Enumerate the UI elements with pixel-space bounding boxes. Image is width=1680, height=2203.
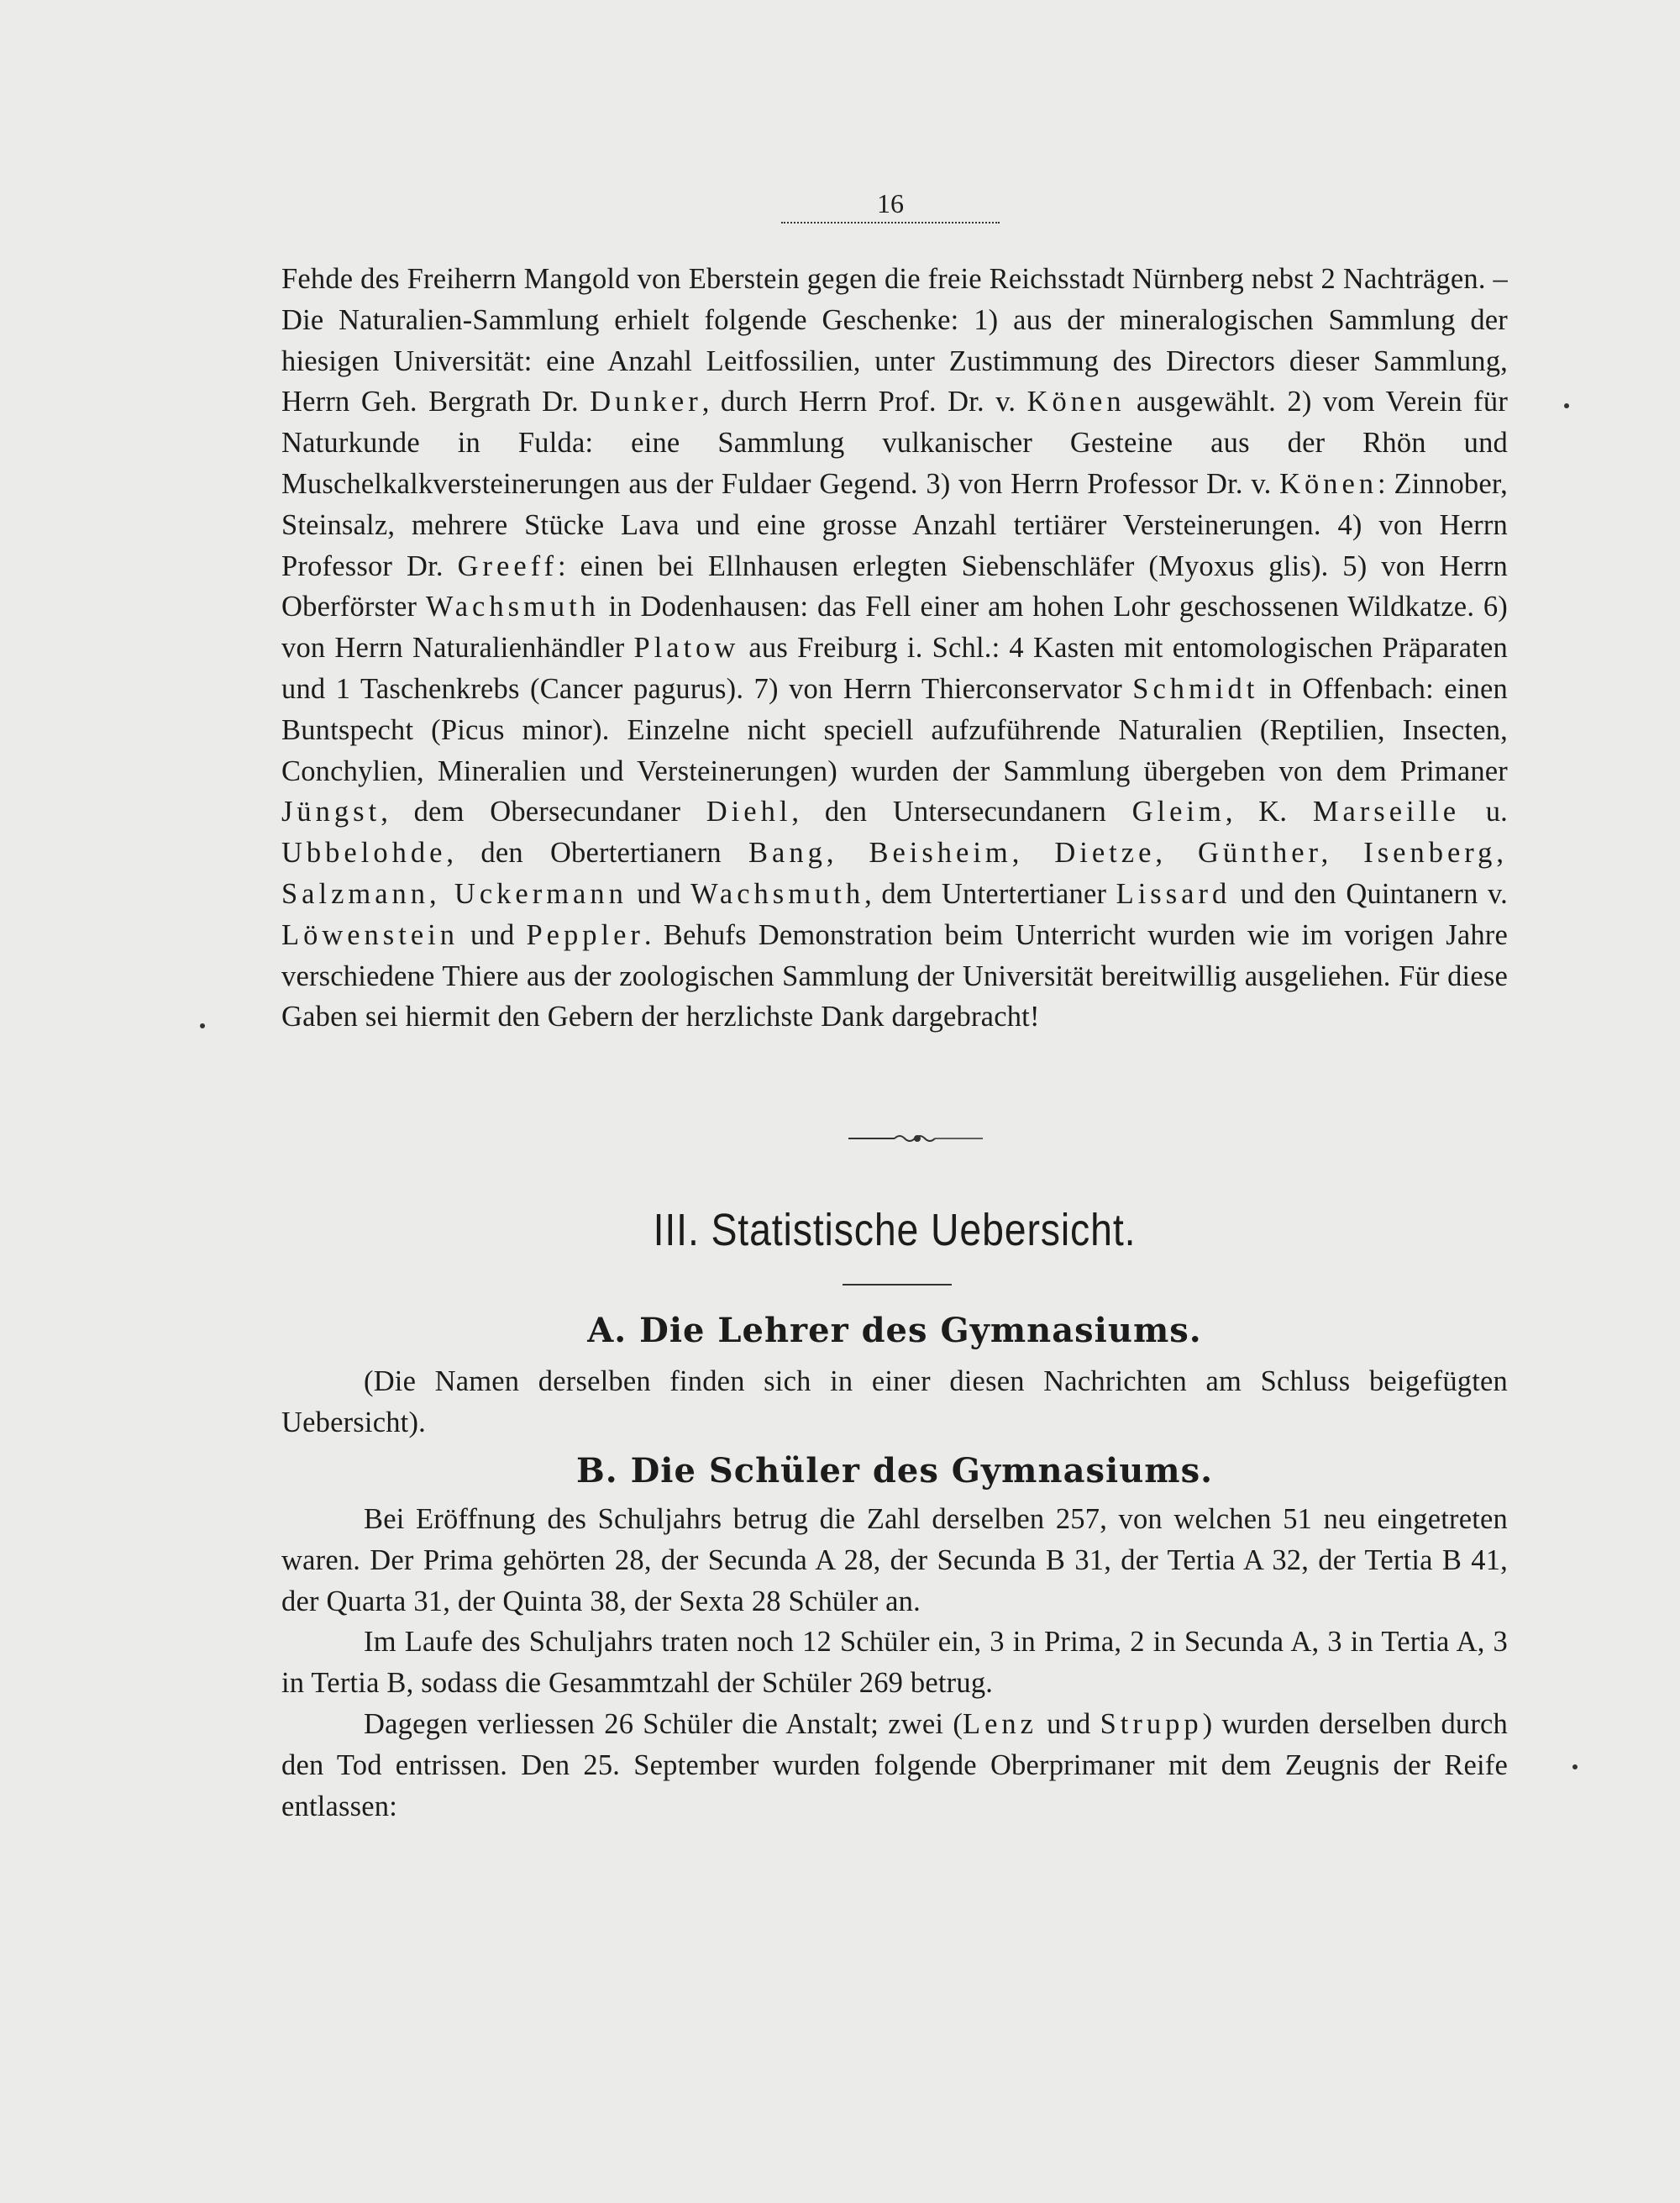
person-name: Könen: [1279, 467, 1378, 500]
text-run: in Offenbach: einen Buntspecht (Picus minor). Einzelne nicht speciell aufzuführende Naturalien (Reptilien, Insecten, Conchylien, Mineralien und Versteinerungen) wurden der Sammlung übergeben von dem Primaner: [281, 672, 1508, 787]
person-name: Marseille: [1312, 796, 1461, 828]
students-paragraph-enrollment: Bei Eröffnung des Schuljahrs betrug die Zahl derselben 257, von welchen 51 neu eingetreten waren. Der Prima gehörten 28, der Secunda A 28, der Secunda B 31, der Tertia A 32, der Tertia B 41, der Quarta 31, der Quinta 38, der Sexta 28 Schüler an.: [281, 1503, 1508, 1617]
collection-paragraph: [281, 259, 1508, 1038]
person-name: Wachsmuth: [690, 877, 865, 910]
margin-speck: [1572, 1764, 1578, 1769]
text-run: Dagegen verliessen 26 Schüler die Anstalt; zwei (: [364, 1707, 963, 1740]
person-name: Strupp: [1100, 1707, 1203, 1740]
margin-speck: [200, 1023, 205, 1028]
text-run: : einen bei Ellnhausen erlegten Siebenschläfer (Myoxus glis). 5) von Herrn Oberförster: [281, 549, 1508, 623]
person-name: Gleim: [1131, 796, 1226, 828]
text-run: ausgewählt. 2) vom Verein für Naturkunde in Fulda: eine Sammlung vulkanischer Gesteine aus der Rhön und Muschelkalkversteinerungen aus der Fuldaer Gegend. 3) von Herrn Professor Dr. v.: [281, 386, 1509, 500]
text-run: . Behufs Demonstration beim Unterricht wurden wie im vorigen Jahre verschiedene Thiere aus der zoologischen Sammlung der Universität bereitwillig ausgeliehen. Für diese Gaben sei hiermit den Gebern der herzlichste Dank dargebracht!: [281, 918, 1509, 1033]
text-run: , durch Herrn Prof. Dr. v.: [701, 386, 1027, 418]
text-run: aus Freiburg i. Schl.: 4 Kasten mit entomologischen Präparaten und 1 Taschenkrebs (Cancer pagurus). 7) von Herrn Thierconservator: [281, 632, 1508, 705]
person-name-list: Bang, Beisheim, Dietze, Günther, Isenberg, Salzmann, Uckermann: [281, 837, 1508, 910]
ornamental-divider: [848, 1129, 983, 1148]
section-title: III. Statistische Uebersicht.: [653, 1205, 1137, 1255]
text-run: u.: [1460, 796, 1508, 828]
person-name: Löwenstein: [281, 918, 459, 951]
teachers-note: [281, 1361, 1508, 1443]
person-name: Peppler: [526, 918, 644, 951]
text-run: , dem Obersecundaner: [381, 796, 706, 828]
text-run: und: [458, 918, 527, 951]
text-run: : Zinnober, Steinsalz, mehrere Stücke Lava und eine grosse Anzahl tertiärer Versteinerungen. 4) von Herrn Professor Dr.: [281, 467, 1508, 582]
person-name: Könen: [1026, 386, 1126, 418]
person-name: Wachsmuth: [425, 591, 600, 623]
person-name: Ubbelohde: [281, 837, 447, 870]
text-run: , den Obertertianern: [446, 837, 749, 870]
collection-report: [281, 259, 1508, 1038]
subsection-heading-students: B. Die Schüler des Gymnasiums.: [575, 1451, 1214, 1491]
text-run: Fehde des Freiherrn Mangold von Eberstein gegen die freie Reichsstadt Nürnberg nebst 2 Nachträgen. ‒ Die Naturalien-Sammlung erhielt folgende Geschenke: 1) aus der mineralogischen Sammlung der hiesigen Universität: eine Anzahl Leitfossilien, unter Zustimmung des Directors dieser Sammlung, Herrn Geh. Bergrath Dr.: [281, 263, 1508, 418]
person-name: Schmidt: [1132, 672, 1259, 705]
subsection-heading-teachers: A. Die Lehrer des Gymnasiums.: [587, 1311, 1202, 1350]
text-run: und: [1037, 1707, 1100, 1740]
title-rule: [843, 1284, 952, 1286]
text-run: , den Untersecundanern: [791, 796, 1132, 828]
person-name: Platow: [633, 632, 740, 665]
person-name: Lissard: [1116, 877, 1231, 910]
text-run: und den Quintanern v.: [1231, 877, 1509, 910]
text-run: , K.: [1225, 796, 1313, 828]
page-number: 16: [781, 187, 1000, 223]
text-run: und: [627, 877, 691, 910]
text-run: , dem Untertertianer: [864, 877, 1116, 910]
students-report: [281, 1499, 1508, 1827]
person-name: Lenz: [963, 1707, 1037, 1740]
person-name: Diehl: [706, 796, 792, 828]
students-paragraph-additions: Im Laufe des Schuljahrs traten noch 12 Schüler ein, 3 in Prima, 2 in Secunda A, 3 in Tertia A, 3 in Tertia B, sodass die Gesammtzahl der Schüler 269 betrug.: [281, 1626, 1508, 1700]
text-run: in Dodenhausen: das Fell einer am hohen Lohr geschossenen Wildkatze. 6) von Herrn Naturalienhändler: [281, 591, 1508, 665]
person-name: Dunker: [590, 386, 702, 418]
text-run: ) wurden derselben durch den Tod entrissen. Den 25. September wurden folgende Oberprimaner mit dem Zeugnis der Reife entlassen:: [281, 1707, 1508, 1822]
margin-speck: [1564, 403, 1569, 408]
person-name: Greeff: [457, 549, 558, 582]
teachers-paragraph: (Die Namen derselben finden sich in einer diesen Nachrichten am Schluss beigefügten Uebersicht).: [281, 1365, 1508, 1438]
person-name: Jüngst: [281, 796, 381, 828]
students-paragraph-departures: [281, 1704, 1508, 1827]
